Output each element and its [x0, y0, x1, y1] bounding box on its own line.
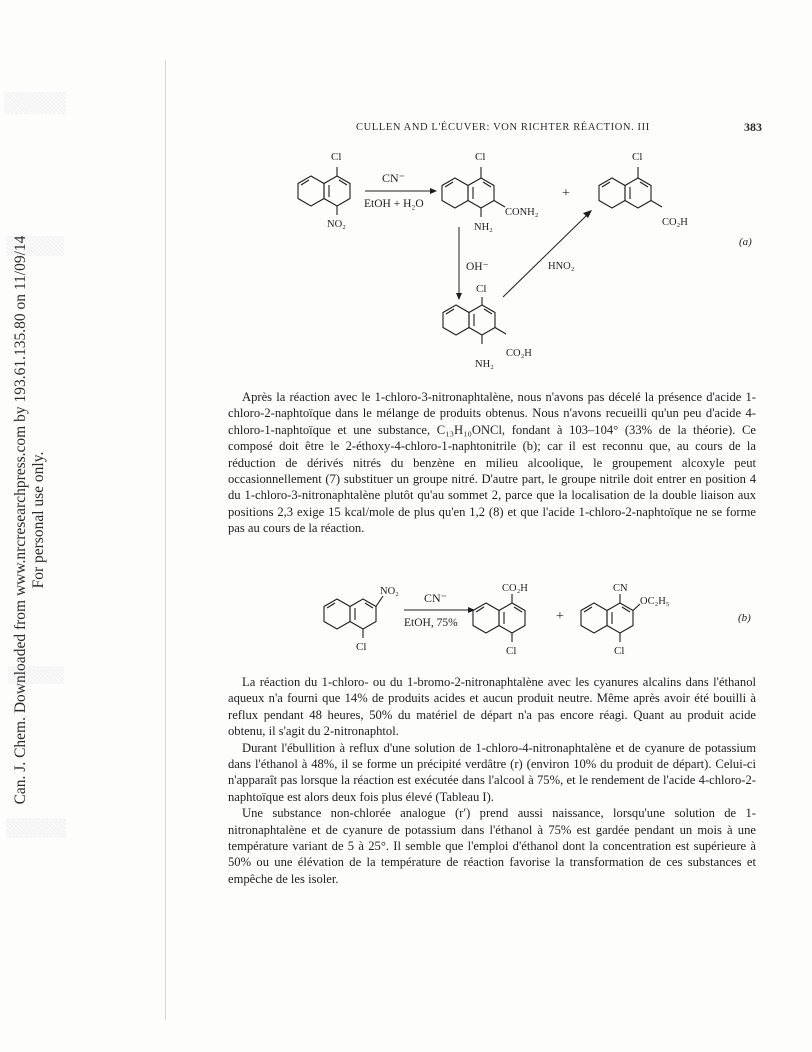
- scheme-a-arrowhead: [430, 188, 437, 194]
- p3-a-co2h: CO₂H: [506, 348, 532, 359]
- p1-b-structure: [473, 594, 525, 642]
- binding-gutter-line: [165, 60, 166, 1020]
- sm-b-structure: [324, 596, 383, 638]
- p2-a-structure: [599, 167, 662, 208]
- p1-b-cl: Cl: [506, 645, 517, 657]
- scheme-a-label: (a): [739, 236, 752, 248]
- p3-a-structure: [443, 297, 506, 344]
- paragraph-3-text: Durant l'ébullition à reflux d'une solution de 1-chloro-4-nitronaphtalène et de cyanure de potassium dans l'éthanol à 48%, il se forme un précipité verdâtre (r) (environ 10% du produit de départ). Celui-ci n'apparaît pas lorsque la réaction est exécutée dans l'alcool à 75%, et le rendement de l'acide 4-chloro-2-naphtoïque est alors deux fois plus élevé (Tableau I).: [228, 740, 756, 804]
- scheme-b-label: (b): [738, 612, 751, 624]
- paragraphs-2-4: [228, 674, 756, 887]
- p2-a-co2h: CO₂H: [662, 217, 688, 228]
- scheme-a-oh: OH⁻: [466, 261, 489, 273]
- p1-a-conh2: CONH₂: [505, 207, 539, 218]
- p1-b-co2h: CO₂H: [502, 583, 528, 594]
- p1-a-cl: Cl: [475, 151, 486, 163]
- paragraph-1-text: Après la réaction avec le 1-chloro-3-nitronaphtalène, nous n'avons pas décelé la présence d'acide 1-chloro-2-naphtoïque dans le mélange de produits obtenus. Nous n'avons recueilli qu'un peu d'acide 4-chloro-1-naphtoïque et une substance, C₁₃H₁₀ONCl, fondant à 103–104° (33% de la théorie). Ce composé doit être le 2-éthoxy-4-chloro-1-naphtonitrile (b); car il est reconnu que, au cours de la réduction de dérivés nitrés du benzène en milieu alcoolique, le groupement alcoxyle peut occasionnellement (7) substituer un groupe nitré. D'autre part, le groupe nitrile doit entrer en position 4 du 1-chloro-3-nitronaphtalène plutôt qu'au sommet 2, parce que la localisation de la double liaison aux positions 2,3 exige 15 kcal/mole de plus qu'en 1,2 (8) et que l'acide 1-chloro-2-naphtoïque ne se forme pas au cours de la réaction.: [228, 390, 756, 536]
- paragraph-4-text: Une substance non-chlorée analogue (r′) prend aussi naissance, lorsqu'une solution de 1-nitronaphtalène et de cyanure de potassium dans l'éthanol à 75% est gardée pendant un mois à une température variant de 5 à 25°. Il semble que l'emploi d'éthanol dont la concentration est supérieure à 50% ou une élévation de la température de réaction favorise la transformation de ces substances et empêche de les isoler.: [228, 806, 756, 886]
- sm-b-cl: Cl: [356, 641, 367, 653]
- scheme-b-plus: +: [556, 609, 564, 624]
- scheme-b-reagent-bottom: EtOH, 75%: [404, 617, 458, 629]
- p2-b-oc2h5: OC₂H₅: [640, 596, 670, 607]
- page-number: 383: [744, 120, 762, 134]
- p2-b-cn: CN: [613, 583, 628, 594]
- running-title: CULLEN AND L'ÉCUVER: VON RICHTER RÉACTION. III: [356, 122, 650, 133]
- reaction-scheme-b: [300, 584, 770, 664]
- watermark-line-1: Can. J. Chem. Downloaded from www.nrcresearchpress.com by 193.61.135.80 on 11/09/14: [12, 235, 29, 805]
- sm-b-no2: NO₂: [380, 586, 399, 597]
- sm-a-structure: [298, 167, 350, 215]
- p2-a-cl: Cl: [632, 151, 643, 163]
- sm-a-no2: NO₂: [327, 219, 346, 230]
- scheme-a-hno2: HNO₂: [548, 261, 575, 272]
- paragraph-1: [228, 389, 756, 537]
- p1-a-nh2: NH₂: [474, 222, 493, 233]
- scheme-a-down-arrowhead: [456, 293, 462, 300]
- scheme-b-reagent-top: CN⁻: [424, 591, 448, 605]
- download-watermark: [0, 0, 60, 1052]
- reaction-scheme-a: [300, 145, 770, 375]
- paragraph-2-text: La réaction du 1-chloro- ou du 1-bromo-2-nitronaphtalène avec les cyanures alcalins dans l'éthanol aqueux n'a fourni que 14% de produits acides et aucun produit neutre. Même après avoir été bouilli à reflux pendant 48 heures, 50% du matériel de départ n'a pas encore réagi. Quant au produit acide obtenu, il s'agit du 2-nitronaphtol.: [228, 675, 756, 739]
- p3-a-nh2: NH₂: [475, 359, 494, 370]
- p1-a-structure: [442, 167, 505, 217]
- scheme-a-reagent-top: CN⁻: [382, 171, 406, 185]
- p2-b-cl: Cl: [614, 645, 625, 657]
- scheme-a-diag-arrowhead: [583, 210, 592, 218]
- watermark-line-2: For personal use only.: [30, 451, 47, 589]
- scheme-a-diag-arrow: [503, 215, 587, 297]
- p2-b-structure: [581, 594, 640, 642]
- sm-a-cl: Cl: [331, 151, 342, 163]
- scheme-a-reagent-bottom: EtOH + H₂O: [364, 198, 424, 210]
- watermark-text: [12, 236, 48, 805]
- scheme-a-plus: +: [562, 186, 570, 201]
- p3-a-cl: Cl: [476, 283, 487, 295]
